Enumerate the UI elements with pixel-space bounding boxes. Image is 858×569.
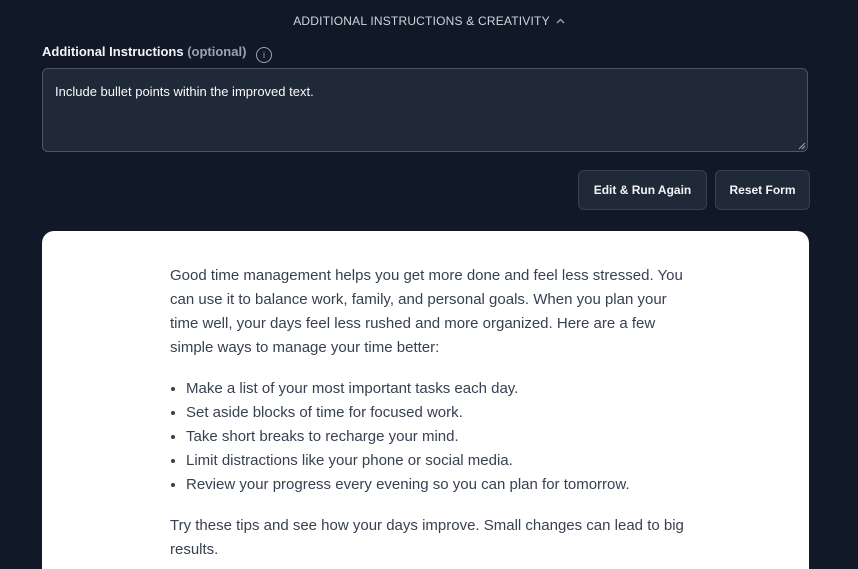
list-item: • Make a list of your most important tasks each day. [186,377,690,401]
optional-label: (optional) [187,44,247,59]
additional-instructions-input[interactable] [42,68,808,152]
list-item: • Limit distractions like your phone or social media. [186,449,690,473]
info-icon[interactable]: i [256,47,272,63]
list-item: • Review your progress every evening so you can plan for tomorrow. [186,473,690,497]
additional-instructions-label [42,44,272,63]
chevron-up-icon [556,16,565,27]
label-text: Additional Instructions [42,44,184,59]
result-outro: Try these tips and see how your days improve. Small changes can lead to big results. [170,517,684,558]
resize-handle-icon[interactable] [798,142,806,150]
result-card [42,231,809,569]
result-bullet-list [170,377,690,497]
result-intro: Good time management helps you get more done and feel less stressed. You can use it to balance work, family, and personal goals. When you plan your time well, your days feel less rushed and more organized. Here are a few simple ways to manage your time better: [170,267,683,356]
list-item: • Take short breaks to recharge your mind. [186,425,690,449]
edit-run-again-button[interactable]: Edit & Run Again [578,170,707,210]
list-item: • Set aside blocks of time for focused work. [186,401,690,425]
result-content [170,264,690,562]
section-toggle-label: ADDITIONAL INSTRUCTIONS & CREATIVITY [293,14,550,28]
additional-instructions-toggle[interactable] [0,14,858,28]
reset-form-button[interactable]: Reset Form [715,170,810,210]
